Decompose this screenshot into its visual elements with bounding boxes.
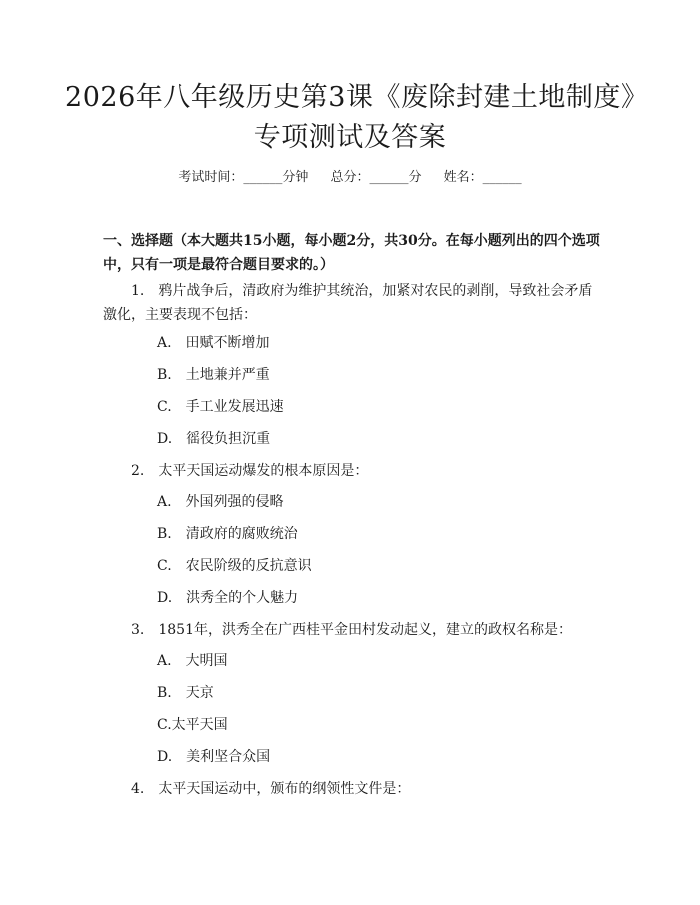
section-heading: 一、选择题（本大题共15小题，每小题2分，共30分。在每小题列出的四个选项中，只有一项是最符合题目要求的。） (103, 233, 600, 273)
question-2: 2. 太平天国运动爆发的根本原因是： (131, 463, 369, 479)
exam-meta (0, 168, 700, 188)
question-3-option-a: A. 大明国 (157, 653, 228, 669)
question-3-option-d: D. 美利坚合众国 (157, 749, 271, 765)
question-3-option-c: C.太平天国 (157, 717, 228, 733)
exam-time-field: 考试时间：______分钟 (178, 170, 309, 185)
student-name-field: 姓名：______ (443, 170, 522, 185)
question-3: 3. 1851年，洪秀全在广西桂平金田村发动起义，建立的政权名称是： (131, 622, 572, 638)
question-1: 1. 鸦片战争后，清政府为维护其统治，加紧对农民的剥削，导致社会矛盾激化，主要表现不包括： (103, 283, 593, 323)
question-2-option-d: D. 洪秀全的个人魅力 (157, 590, 299, 606)
question-2-option-b: B. 清政府的腐败统治 (157, 526, 298, 542)
document-title: 2026年八年级历史第3课《废除封建土地制度》专项测试及答案 (65, 82, 635, 153)
question-3-option-b: B. 天京 (157, 685, 214, 701)
question-1-option-d: D. 徭役负担沉重 (157, 431, 271, 447)
question-2-option-c: C. 农民阶级的反抗意识 (157, 558, 312, 574)
question-4: 4. 太平天国运动中，颁布的纲领性文件是： (131, 781, 411, 797)
question-1-option-a: A. 田赋不断增加 (157, 335, 270, 351)
question-2-option-a: A. 外国列强的侵略 (157, 494, 284, 510)
total-score-field: 总分：______分 (330, 170, 422, 185)
question-1-option-b: B. 土地兼并严重 (157, 367, 270, 383)
question-1-option-c: C. 手工业发展迅速 (157, 399, 284, 415)
